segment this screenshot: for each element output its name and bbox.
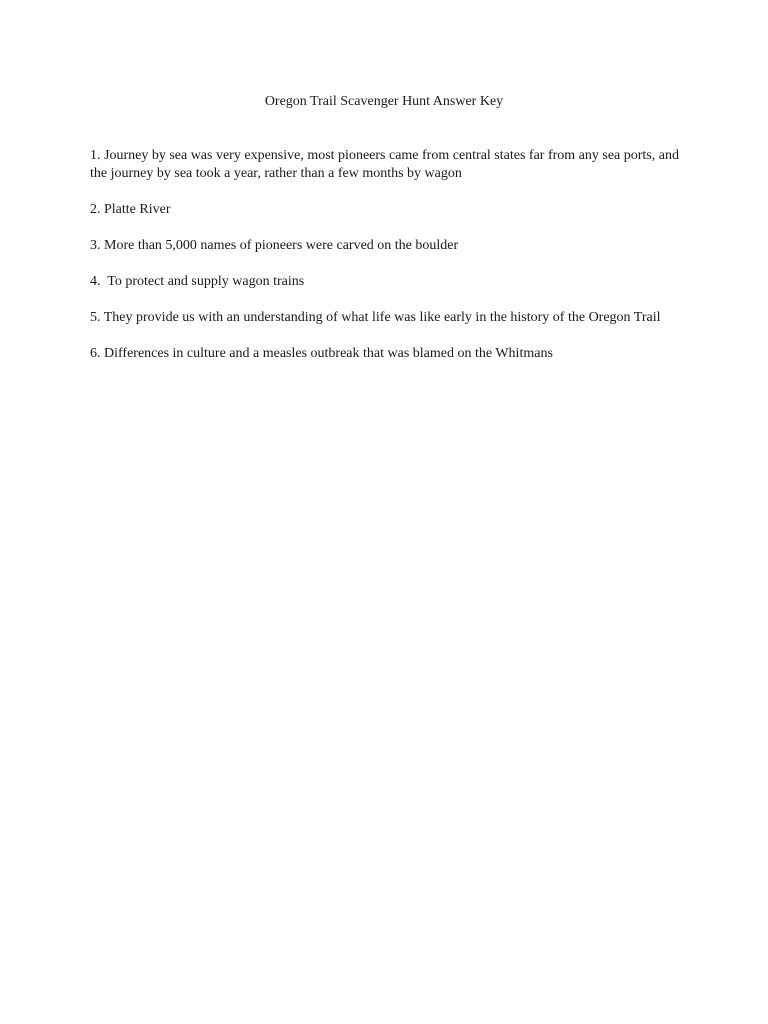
answer-list — [90, 147, 690, 381]
answer-item-6: 6. Differences in culture and a measles outbreak that was blamed on the Whitmans — [90, 346, 553, 361]
answer-item-5: 5. They provide us with an understanding of what life was like early in the history of the Oregon Trail — [90, 310, 661, 325]
page-title: Oregon Trail Scavenger Hunt Answer Key — [264, 94, 504, 109]
answer-item-1: 1. Journey by sea was very expensive, most pioneers came from central states far from any sea ports, and the journey by sea took a year, rather than a few months by wagon — [90, 148, 683, 181]
answer-item-2: 2. Platte River — [90, 202, 171, 217]
answer-item-3: 3. More than 5,000 names of pioneers were carved on the boulder — [90, 238, 459, 253]
answer-item-4: 4. To protect and supply wagon trains — [90, 274, 305, 289]
